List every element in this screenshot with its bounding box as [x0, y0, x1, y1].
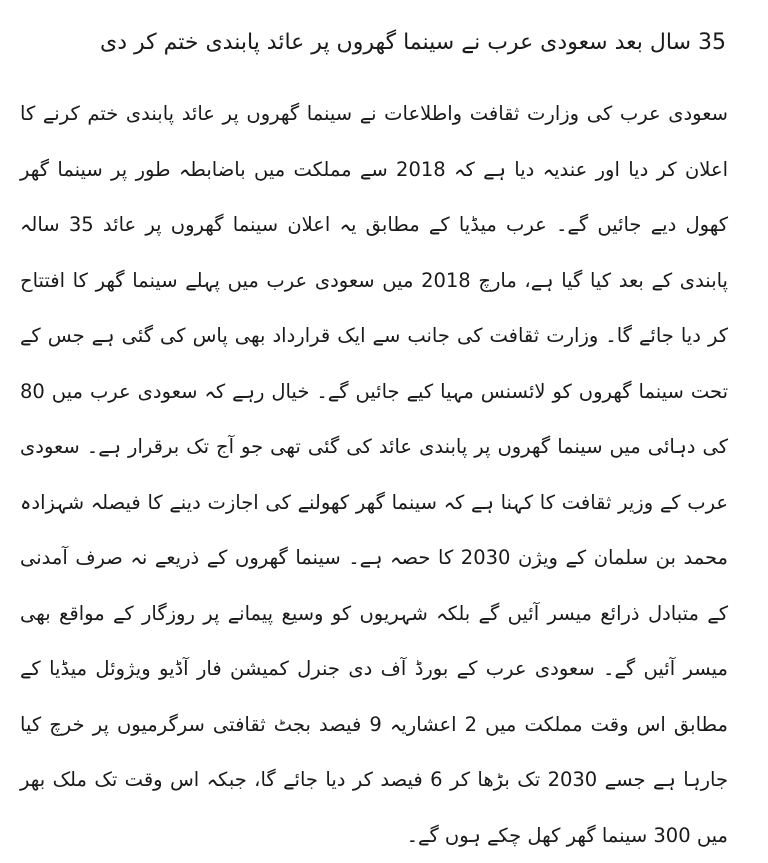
article-headline: 35 سال بعد سعودی عرب نے سینما گھروں پر عائد پابندی ختم کر دی — [99, 30, 726, 55]
article-body: سعودی عرب کی وزارت ثقافت واطلاعات نے سینما گھروں پر عائد پابندی ختم کرنے کا اعلان کر دیا اور عندیہ دیا ہے کہ 2018 سے مملکت میں باضابطہ طور پر سینما گھر کھول دیے جائیں گے۔ عرب میڈیا کے مطابق یہ اعلان سینما گھروں پر عائد 35 سالہ پابندی کے بعد کیا گیا ہے، مارچ 2018 میں سعودی عرب میں پہلے سینما گھر کا افتتاح کر دیا جائے گا۔ وزارت ثقافت کی جانب سے ایک قرارداد بھی پاس کی گئی ہے جس کے تحت سینما گھروں کو لائسنس مہیا کیے جائیں گے۔ خیال رہے کہ سعودی عرب میں 80 کی دہائی میں سینما گھروں پر پابندی عائد کی گئی تھی جو آج تک برقرار ہے۔ سعودی عرب کے وزیر ثقافت کا کہنا ہے کہ سینما گھر کھولنے کی اجازت دینے کا فیصلہ شہزادہ محمد بن سلمان کے ویژن 2030 کا حصہ ہے۔ سینما گھروں کے ذریعے نہ صرف آمدنی کے متبادل ذرائع میسر آئیں گے بلکہ شہریوں کو وسیع پیمانے پر روزگار کے مواقع بھی میسر آئیں گے۔ سعودی عرب کے بورڈ آف دی جنرل کمیشن فار آڈیو ویژوئل میڈیا کے مطابق اس وقت مملکت میں 2 اعشاریہ 9 فیصد بجٹ ثقافتی سرگرمیوں پر خرچ کیا جارہا ہے جسے 2030 تک بڑھا کر 6 فیصد کر دیا جائے گا، جبکہ اس وقت تک ملک بھر میں 300 سینما گھر کھل چکے ہوں گے۔ — [20, 102, 728, 847]
